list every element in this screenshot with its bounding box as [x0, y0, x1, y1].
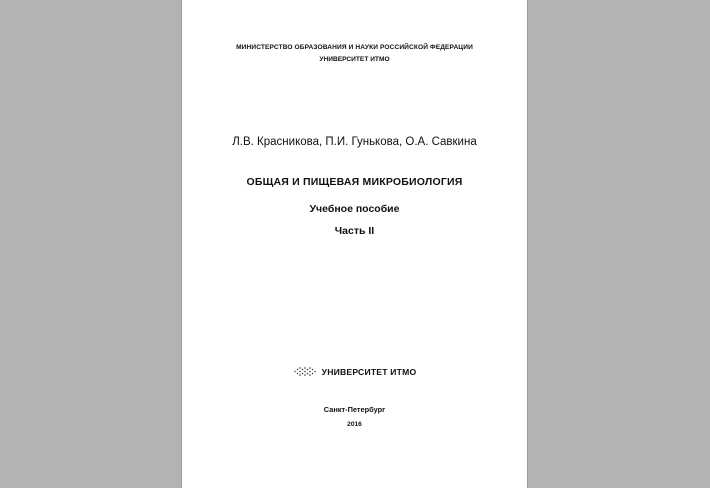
- itmo-dots-logo-icon: [293, 366, 317, 377]
- ministry-header: МИНИСТЕРСТВО ОБРАЗОВАНИЯ И НАУКИ РОССИЙСКОЙ ФЕДЕРАЦИИ: [236, 44, 473, 51]
- university-logo: [182, 366, 527, 377]
- logo-text: УНИВЕРСИТЕТ ИТМО: [321, 366, 417, 377]
- document-subtitle: Учебное пособие: [309, 203, 400, 215]
- document-page: [181, 0, 528, 488]
- document-title: ОБЩАЯ И ПИЩЕВАЯ МИКРОБИОЛОГИЯ: [246, 176, 463, 188]
- university-header: УНИВЕРСИТЕТ ИТМО: [319, 56, 390, 63]
- document-part: Часть II: [334, 225, 375, 237]
- authors: Л.В. Красникова, П.И. Гунькова, О.А. Савкина: [232, 136, 477, 148]
- publication-year: 2016: [347, 421, 362, 428]
- publication-city: Санкт-Петербург: [323, 405, 386, 414]
